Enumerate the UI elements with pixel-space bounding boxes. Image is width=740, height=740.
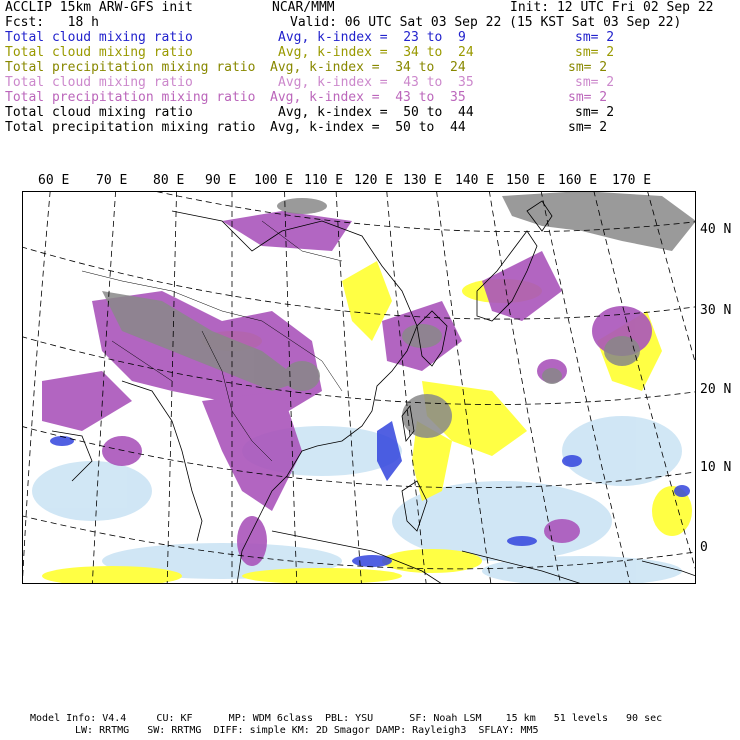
legend-field-5: Total precipitation mixing ratio — [5, 90, 256, 105]
lon-label: 80 E — [153, 173, 185, 188]
legend-field-2: Total cloud mixing ratio — [5, 45, 193, 60]
lat-label: 10 N — [700, 460, 732, 475]
lon-label: 60 E — [38, 173, 70, 188]
legend-avg-6: Avg, k-index = 50 to 44 — [278, 105, 474, 120]
forecast-map — [22, 191, 696, 584]
legend-field-3: Total precipitation mixing ratio — [5, 60, 256, 75]
lon-label: 170 E — [612, 173, 652, 188]
lon-label: 160 E — [558, 173, 598, 188]
lon-label: 70 E — [96, 173, 128, 188]
lon-label: 150 E — [506, 173, 546, 188]
lon-label: 110 E — [304, 173, 344, 188]
legend-sm-5: sm= 2 — [568, 90, 608, 105]
legend-avg-2: Avg, k-index = 34 to 24 — [278, 45, 474, 60]
lon-label: 100 E — [254, 173, 294, 188]
lon-label: 140 E — [455, 173, 495, 188]
legend-sm-1: sm= 2 — [575, 30, 615, 45]
organization: NCAR/MMM — [272, 0, 335, 15]
lat-label: 30 N — [700, 303, 732, 318]
legend-avg-3: Avg, k-index = 34 to 24 — [270, 60, 466, 75]
legend-sm-6: sm= 2 — [575, 105, 615, 120]
legend-sm-7: sm= 2 — [568, 120, 608, 135]
lon-label: 130 E — [403, 173, 443, 188]
legend-field-6: Total cloud mixing ratio — [5, 105, 193, 120]
legend-avg-1: Avg, k-index = 23 to 9 — [278, 30, 466, 45]
legend-field-4: Total cloud mixing ratio — [5, 75, 193, 90]
model-info-line-2: LW: RRTMG SW: RRTMG DIFF: simple KM: 2D Smagor DAMP: Rayleigh3 SFLAY: MM5 — [75, 725, 539, 736]
model-title: ACCLIP 15km ARW-GFS init — [5, 0, 193, 15]
legend-sm-3: sm= 2 — [568, 60, 608, 75]
lon-label: 90 E — [205, 173, 237, 188]
init-time: Init: 12 UTC Fri 02 Sep 22 — [510, 0, 714, 15]
legend-avg-7: Avg, k-index = 50 to 44 — [270, 120, 466, 135]
legend-avg-5: Avg, k-index = 43 to 35 — [270, 90, 466, 105]
lon-label: 120 E — [354, 173, 394, 188]
legend-avg-4: Avg, k-index = 43 to 35 — [278, 75, 474, 90]
legend-field-7: Total precipitation mixing ratio — [5, 120, 256, 135]
lat-label: 40 N — [700, 222, 732, 237]
forecast-hour: Fcst: 18 h — [5, 15, 99, 30]
model-info-line-1: Model Info: V4.4 CU: KF MP: WDM 6class PBL: YSU SF: Noah LSM 15 km 51 levels 90 sec — [30, 713, 663, 724]
valid-time: Valid: 06 UTC Sat 03 Sep 22 (15 KST Sat 03 Sep 22) — [290, 15, 682, 30]
lat-label: 0 — [700, 540, 708, 555]
lat-label: 20 N — [700, 382, 732, 397]
legend-field-1: Total cloud mixing ratio — [5, 30, 193, 45]
legend-sm-4: sm= 2 — [575, 75, 615, 90]
legend-sm-2: sm= 2 — [575, 45, 615, 60]
